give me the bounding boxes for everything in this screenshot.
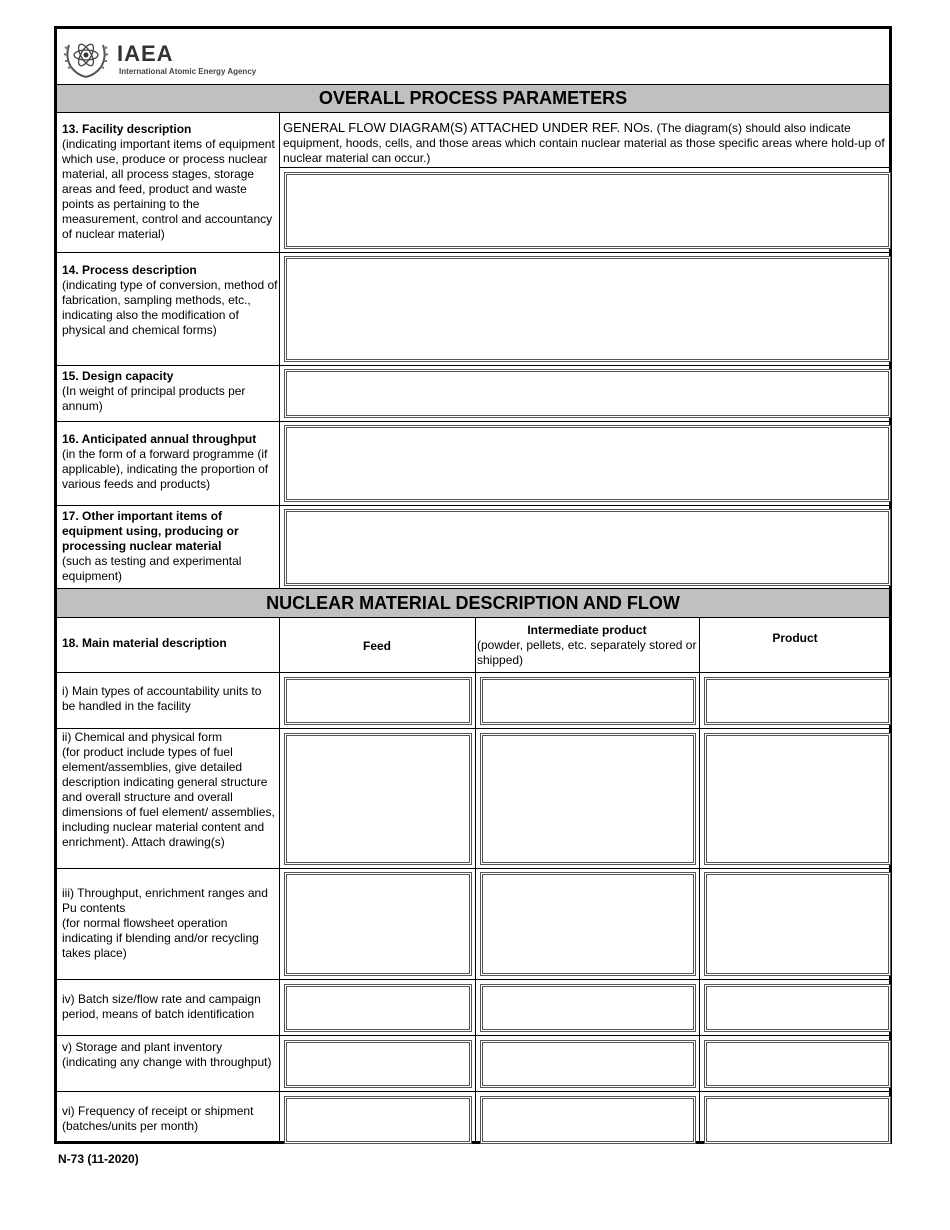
row-v-intermediate-field[interactable] [480, 1040, 696, 1088]
row-divider-14 [57, 365, 889, 366]
item-14-desc: (indicating type of conversion, method of fabrication, sampling methods, etc., indicating also the modification of physical and chemical forms) [62, 278, 278, 337]
form-code: N-73 (11-2020) [58, 1152, 139, 1166]
iaea-emblem-icon [63, 33, 109, 79]
row-i-feed-field[interactable] [284, 677, 472, 725]
row-ii-feed-field[interactable] [284, 733, 472, 865]
row-divider-v [57, 1091, 889, 1092]
row-divider-iv [57, 1035, 889, 1036]
row-vi-product-field[interactable] [704, 1096, 891, 1144]
row-v-label: v) Storage and plant inventory (indicating any change with throughput) [62, 1040, 272, 1069]
row-divider-16 [57, 505, 889, 506]
row-ii-label: ii) Chemical and physical form (for product include types of fuel element/assemblies, give detailed description indicating general structure and overall structure and overall dimensions of fuel element/ assemblies, including nuclear material content and enrichment). Attach drawing(s) [62, 730, 275, 849]
item-16-title: 16. Anticipated annual throughput [62, 432, 257, 446]
feed-column-header: Feed [362, 639, 391, 653]
item-15-desc: (In weight of principal products per annum) [62, 384, 246, 413]
item-14-title: 14. Process description [62, 263, 197, 277]
row-iii-intermediate-field[interactable] [480, 872, 696, 976]
process-description-field[interactable] [284, 256, 891, 362]
row-iv-feed-field[interactable] [284, 984, 472, 1032]
s2-divider-intermediate [699, 618, 700, 1144]
product-column-header: Product [772, 631, 818, 645]
row-i-label: i) Main types of accountability units to be handled in the facility [62, 684, 262, 713]
row-vi-intermediate-field[interactable] [480, 1096, 696, 1144]
item-13-title: 13. Facility description [62, 122, 192, 136]
s2-header-divider [57, 672, 889, 673]
row-v-feed-field[interactable] [284, 1040, 472, 1088]
row-iv-label: iv) Batch size/flow rate and campaign period, means of batch identification [62, 992, 261, 1021]
intermediate-column-title: Intermediate product [527, 623, 647, 637]
form-container [54, 26, 892, 1144]
item-17-title: 17. Other important items of equipment using, producing or processing nuclear material [62, 509, 239, 553]
s2-divider-feed [475, 618, 476, 1144]
row-divider-ii [57, 868, 889, 869]
flow-diagram-note-rest: (The diagram(s) should also indicate equipment, hoods, cells, and those areas which contain nuclear material as those specific areas where hold-up of nuclear material can occur.) [283, 121, 885, 165]
row-iii-label: iii) Throughput, enrichment ranges and Pu contents (for normal flowsheet operation indicating if blending and/or recycling takes place) [62, 886, 268, 960]
logo-full-name: International Atomic Energy Agency [119, 67, 257, 76]
flow-diagram-note-lead: GENERAL FLOW DIAGRAM(S) ATTACHED UNDER REF. NOs. [283, 120, 654, 135]
row-divider-i [57, 728, 889, 729]
item-13-label [62, 122, 278, 242]
main-material-description-header: 18. Main material description [62, 636, 227, 650]
row-divider-13 [57, 252, 889, 253]
row-iv-intermediate-field[interactable] [480, 984, 696, 1032]
left-column-divider [279, 113, 280, 588]
item-13-desc: (indicating important items of equipment which use, produce or process nuclear material, all process stages, storage areas and feed, product and waste points as pertaining to the measurement, control and accountancy of nuclear material) [62, 137, 275, 241]
design-capacity-field[interactable] [284, 369, 891, 418]
other-equipment-field[interactable] [284, 509, 891, 586]
row-divider-15 [57, 421, 889, 422]
item-17-label [62, 509, 278, 584]
intermediate-column-desc: (powder, pellets, etc. separately stored or shipped) [477, 638, 697, 667]
row-v-product-field[interactable] [704, 1040, 891, 1088]
facility-description-field[interactable] [284, 172, 891, 249]
item-16-label [62, 432, 278, 492]
row-vi-label: vi) Frequency of receipt or shipment (batches/units per month) [62, 1104, 254, 1133]
row-i-intermediate-field[interactable] [480, 677, 696, 725]
flow-note-divider [279, 167, 889, 168]
row-iv-product-field[interactable] [704, 984, 891, 1032]
logo-abbreviation: IAEA [117, 41, 174, 66]
row-i-product-field[interactable] [704, 677, 891, 725]
row-ii-product-field[interactable] [704, 733, 891, 865]
item-14-label [62, 263, 278, 338]
row-ii-intermediate-field[interactable] [480, 733, 696, 865]
row-iii-feed-field[interactable] [284, 872, 472, 976]
flow-diagram-note [283, 120, 887, 166]
s2-divider-left [279, 618, 280, 1144]
section-title-nuclear-material: NUCLEAR MATERIAL DESCRIPTION AND FLOW [57, 588, 889, 618]
row-divider-iii [57, 979, 889, 980]
row-vi-feed-field[interactable] [284, 1096, 472, 1144]
item-15-label [62, 369, 278, 414]
item-16-desc: (in the form of a forward programme (if applicable), indicating the proportion of various feeds and products) [62, 447, 269, 491]
intermediate-column-header [477, 623, 697, 668]
annual-throughput-field[interactable] [284, 425, 891, 502]
item-17-desc: (such as testing and experimental equipment) [62, 554, 242, 583]
section-title-overall-process-parameters: OVERALL PROCESS PARAMETERS [57, 84, 889, 113]
iaea-logo [63, 33, 263, 81]
row-iii-product-field[interactable] [704, 872, 891, 976]
item-15-title: 15. Design capacity [62, 369, 174, 383]
